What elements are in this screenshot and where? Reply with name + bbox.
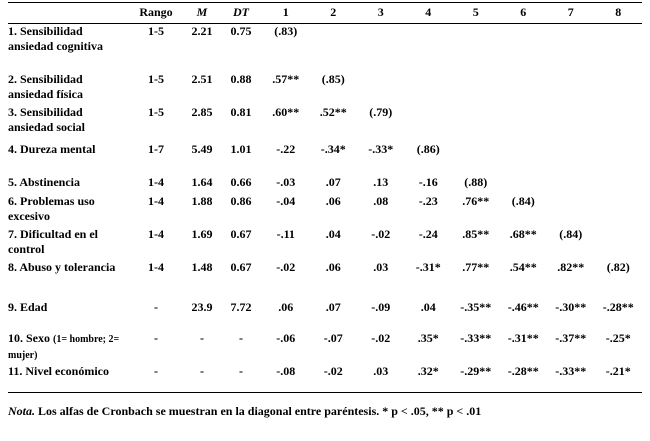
table-cell: (.85) — [321, 72, 345, 86]
table-cell: (.83) — [274, 24, 298, 38]
table-cell: .06 — [325, 194, 341, 208]
row-label — [8, 175, 128, 194]
table-cell: -.24 — [418, 227, 438, 241]
table-cell: -.16 — [418, 175, 438, 189]
table-cell — [547, 72, 595, 105]
header-cell-6: 3 — [357, 3, 405, 24]
row-label-text: 9. Edad — [8, 300, 48, 314]
table-cell: 23.9 — [191, 300, 213, 314]
table-row — [8, 72, 642, 105]
table-cell: 1.69 — [191, 227, 213, 241]
table-cell: -.02 — [310, 364, 358, 393]
table-cell: 0.75 — [230, 24, 252, 38]
header-cell-2: M — [184, 3, 220, 24]
header-cell-3: DT — [220, 3, 262, 24]
table-cell: .03 — [357, 364, 405, 393]
table-cell: -.04 — [276, 194, 296, 208]
table-cell: -.31** — [507, 331, 539, 345]
table-cell: (.86) — [416, 142, 440, 156]
table-cell — [500, 72, 548, 105]
table-cell: -.30** — [555, 300, 587, 314]
table-cell — [405, 105, 453, 138]
table-cell: 1-5 — [148, 24, 164, 38]
table-cell — [595, 72, 643, 105]
table-cell: -.46** — [507, 300, 539, 314]
table-cell — [357, 24, 405, 73]
table-cell: 1-4 — [148, 227, 164, 241]
table-cell — [595, 194, 643, 227]
table-row — [8, 138, 642, 175]
table-cell: (.88) — [464, 175, 488, 189]
table-cell: -.11 — [276, 227, 295, 241]
row-label-text: 4. Dureza mental — [8, 142, 96, 156]
row-label — [8, 105, 128, 138]
table-cell: - — [220, 364, 262, 393]
table-cell: - — [200, 331, 204, 345]
table-cell: .57** — [272, 72, 300, 86]
table-cell: - — [184, 364, 220, 393]
table-cell: 1-4 — [148, 260, 164, 274]
header-cell-11: 8 — [595, 3, 643, 24]
header-cell-4: 1 — [262, 3, 310, 24]
table-cell: 1-4 — [148, 175, 164, 189]
table-cell: -.33** — [547, 364, 595, 393]
table-cell: 1-5 — [148, 72, 164, 86]
table-cell: (.79) — [369, 105, 393, 119]
table-row — [8, 331, 642, 364]
table-cell: -.28** — [500, 364, 548, 393]
table-body — [8, 24, 642, 393]
table-cell — [500, 175, 548, 194]
table-cell: -.07 — [323, 331, 343, 345]
table-row — [8, 24, 642, 73]
header-cell-1: Rango — [128, 3, 184, 24]
table-cell — [310, 24, 358, 73]
table-cell: 0.66 — [230, 175, 252, 189]
table-cell: -.02 — [371, 227, 391, 241]
table-cell: 0.67 — [230, 227, 252, 241]
table-cell — [547, 194, 595, 227]
table-cell: -.34* — [320, 142, 346, 156]
table-cell: 1.64 — [191, 175, 213, 189]
row-label-text: 2. Sensibilidad ansiedad física — [8, 72, 84, 101]
table-cell: -.28** — [602, 300, 634, 314]
table-row — [8, 194, 642, 227]
header-cell-9: 6 — [500, 3, 548, 24]
table-cell — [452, 138, 500, 175]
row-label — [8, 72, 128, 105]
table-cell: 0.81 — [230, 105, 252, 119]
correlation-table — [8, 2, 642, 393]
table-row — [8, 364, 642, 393]
table-cell: .60** — [272, 105, 300, 119]
row-label-text: 10. Sexo — [8, 331, 50, 345]
table-cell: -.25* — [605, 331, 631, 345]
table-cell — [595, 227, 643, 260]
table-row — [8, 260, 642, 296]
table-row — [8, 105, 642, 138]
table-cell — [595, 175, 643, 194]
table-cell: -.29** — [452, 364, 500, 393]
table-cell: -.33* — [368, 142, 394, 156]
header-cell-variable — [8, 3, 128, 24]
table-cell: 1-5 — [148, 105, 164, 119]
table-cell: .35* — [417, 331, 439, 345]
row-label-text: 1. Sensibilidad ansiedad cognitiva — [8, 24, 104, 53]
table-cell — [405, 24, 453, 73]
row-label-text: 6. Problemas uso excesivo — [8, 194, 95, 223]
note-label: Nota. — [8, 404, 35, 418]
table-cell: 1.01 — [230, 142, 252, 156]
table-cell: -.06 — [276, 331, 296, 345]
table-cell: .68** — [509, 227, 537, 241]
table-cell: .32* — [405, 364, 453, 393]
table-cell: .06 — [278, 300, 294, 314]
table-cell: 0.67 — [230, 260, 252, 274]
table-cell: .07 — [325, 300, 341, 314]
table-cell: -.21* — [595, 364, 643, 393]
table-cell: 5.49 — [191, 142, 213, 156]
table-cell: (.84) — [559, 227, 583, 241]
row-label-text: 5. Abstinencia — [8, 175, 81, 189]
row-label-text: 7. Dificultad en el control — [8, 227, 98, 256]
table-cell — [405, 72, 453, 105]
table-cell: -.31* — [415, 260, 441, 274]
note-text: Los alfas de Cronbach se muestran en la diagonal entre paréntesis. * p < .05, ** p < .01 — [35, 404, 482, 418]
table-note — [8, 404, 642, 419]
table-cell: - — [154, 331, 158, 345]
header-cell-10: 7 — [547, 3, 595, 24]
table-cell: -.37** — [555, 331, 587, 345]
table-cell: .13 — [373, 175, 389, 189]
table-cell: 0.88 — [230, 72, 252, 86]
table-cell: 7.72 — [230, 300, 252, 314]
table-cell — [452, 72, 500, 105]
row-label-sub: (1= hombre; 2= mujer) — [8, 334, 120, 361]
table-cell — [500, 138, 548, 175]
table-cell: 0.86 — [230, 194, 252, 208]
table-cell: -.35** — [460, 300, 492, 314]
table-cell: -.03 — [276, 175, 296, 189]
row-label — [8, 24, 128, 73]
table-cell: 1-7 — [148, 142, 164, 156]
table-cell: -.02 — [276, 260, 296, 274]
table-cell — [547, 105, 595, 138]
table-cell: .76** — [462, 194, 490, 208]
header-cell-7: 4 — [405, 3, 453, 24]
header-cell-8: 5 — [452, 3, 500, 24]
table-row — [8, 296, 642, 331]
table-cell: 1-4 — [148, 194, 164, 208]
table-cell: - — [128, 364, 184, 393]
table-cell: 1.48 — [191, 260, 213, 274]
row-label — [8, 138, 128, 175]
row-label — [8, 227, 128, 260]
row-label — [8, 296, 128, 331]
table-row — [8, 227, 642, 260]
table-cell: .03 — [373, 260, 389, 274]
table-cell: - — [154, 300, 158, 314]
table-cell — [595, 24, 643, 73]
table-cell: 2.85 — [191, 105, 213, 119]
table-cell: -.08 — [262, 364, 310, 393]
table-cell — [357, 72, 405, 105]
table-cell: (.82) — [606, 260, 630, 274]
row-label — [8, 364, 128, 393]
table-cell — [500, 105, 548, 138]
table-cell — [452, 24, 500, 73]
table-cell: .07 — [325, 175, 341, 189]
table-cell: .04 — [325, 227, 341, 241]
table-cell: .85** — [462, 227, 490, 241]
table-cell: .52** — [319, 105, 347, 119]
table-cell: 2.51 — [191, 72, 213, 86]
table-cell: .04 — [420, 300, 436, 314]
table-cell — [547, 175, 595, 194]
table-cell: .82** — [557, 260, 585, 274]
row-label — [8, 260, 128, 296]
table-cell: .54** — [509, 260, 537, 274]
table-cell: - — [239, 331, 243, 345]
table-cell — [452, 105, 500, 138]
table-cell — [500, 24, 548, 73]
table-cell: -.33** — [460, 331, 492, 345]
table-row — [8, 175, 642, 194]
row-label-text: 11. Nivel económico — [8, 364, 109, 378]
row-label-text: 3. Sensibilidad ansiedad social — [8, 105, 86, 134]
table-cell: -.02 — [371, 331, 391, 345]
table-cell — [547, 24, 595, 73]
header-cell-5: 2 — [310, 3, 358, 24]
table-cell — [547, 138, 595, 175]
table-cell — [595, 138, 643, 175]
table-cell: .08 — [373, 194, 389, 208]
table-cell: -.22 — [276, 142, 296, 156]
table-cell: -.09 — [371, 300, 391, 314]
table-cell: 1.88 — [191, 194, 213, 208]
table-cell — [595, 105, 643, 138]
table-header — [8, 3, 642, 24]
table-cell: -.23 — [418, 194, 438, 208]
table-cell: (.84) — [511, 194, 535, 208]
row-label-text: 8. Abuso y tolerancia — [8, 260, 116, 274]
table-cell: 2.21 — [191, 24, 213, 38]
table-cell: .06 — [325, 260, 341, 274]
row-label — [8, 331, 128, 364]
row-label — [8, 194, 128, 227]
table-cell: .77** — [462, 260, 490, 274]
